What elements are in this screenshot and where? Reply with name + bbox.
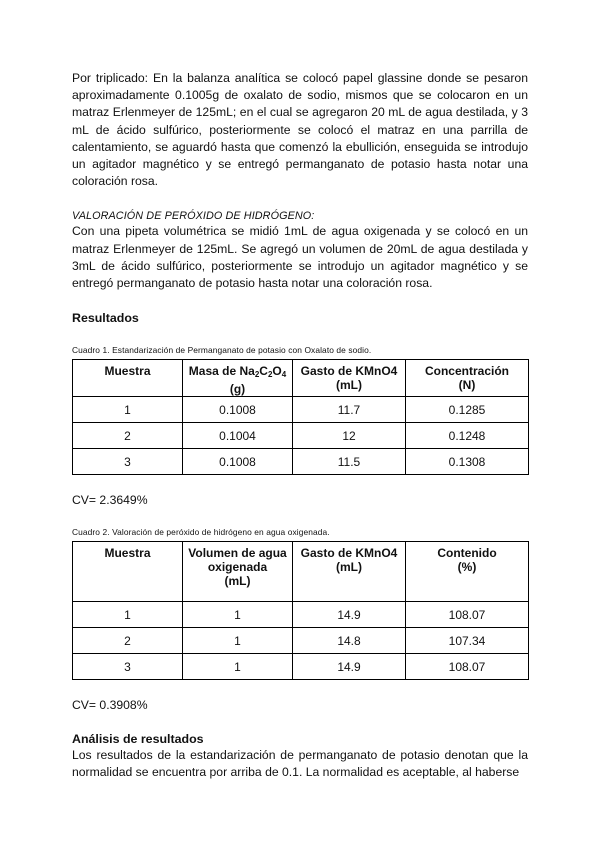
table2-header-row bbox=[73, 542, 529, 602]
table2-header-gasto: Gasto de KMnO4 (mL) bbox=[293, 542, 406, 602]
table1-header-gasto: Gasto de KMnO4 (mL) bbox=[293, 360, 406, 397]
table1-standardization bbox=[72, 359, 529, 475]
table1-cell-muestra: 1 bbox=[73, 397, 183, 423]
table2-peroxide bbox=[72, 541, 529, 680]
table2-caption: Cuadro 2. Valoración de peróxido de hidrógeno en agua oxigenada. bbox=[72, 527, 330, 538]
intro-paragraph: Por triplicado: En la balanza analítica se colocó papel glassine donde se pesaron aproximadamente 0.1005g de oxalato de sodio, mismos que se colocaron en un matraz Erlenmeyer de 125mL; en el cual se agregaron 20 mL de agua destilada, y 3 mL de ácido sulfúrico, posteriormente se colocó el matraz en una parrilla de calentamiento, se aguardó hasta que comenzó la ebullición, enseguida se introdujo un agitador magnético y se entregó permanganato de potasio hasta notar una coloración rosa. bbox=[72, 71, 528, 189]
table1-cell-masa: 0.1008 bbox=[183, 397, 293, 423]
table1-cv: CV= 2.3649% bbox=[72, 493, 148, 508]
table2-cell-contenido: 108.07 bbox=[406, 602, 529, 628]
table1-cell-concentracion: 0.1285 bbox=[406, 397, 529, 423]
table-row bbox=[73, 397, 529, 423]
table1-caption: Cuadro 1. Estandarización de Permanganato de potasio con Oxalato de sodio. bbox=[72, 345, 372, 356]
table2-cell-muestra: 2 bbox=[73, 628, 183, 654]
table1-header-concentracion: Concentración (N) bbox=[406, 360, 529, 397]
table1-header-row bbox=[73, 360, 529, 397]
table1-cell-gasto: 11.7 bbox=[293, 397, 406, 423]
table-row bbox=[73, 602, 529, 628]
table2-cell-contenido: 107.34 bbox=[406, 628, 529, 654]
table-row bbox=[73, 628, 529, 654]
table1-cell-masa: 0.1004 bbox=[183, 423, 293, 449]
table2-header-contenido: Contenido (%) bbox=[406, 542, 529, 602]
peroxide-section-paragraph: Con una pipeta volumétrica se midió 1mL de agua oxigenada y se colocó en un matraz Erlenmeyer de 125mL. Se agregó un volumen de 20mL de agua destilada y 3mL de ácido sulfúrico, posteriormente se introdujo un agitador magnético y se entregó permanganato de potasio hasta notar una coloración rosa. bbox=[72, 224, 528, 291]
table-row bbox=[73, 449, 529, 475]
table1-cell-gasto: 11.5 bbox=[293, 449, 406, 475]
table-row bbox=[73, 654, 529, 680]
table1-cell-muestra: 2 bbox=[73, 423, 183, 449]
table1-cell-concentracion: 0.1308 bbox=[406, 449, 529, 475]
table2-cell-volumen: 1 bbox=[183, 602, 293, 628]
document-page bbox=[72, 70, 528, 782]
table2-cell-gasto: 14.9 bbox=[293, 654, 406, 680]
table2-cell-muestra: 3 bbox=[73, 654, 183, 680]
table2-cv: CV= 0.3908% bbox=[72, 698, 148, 713]
table2-header-muestra: Muestra bbox=[73, 542, 183, 602]
peroxide-section-heading: VALORACIÓN DE PERÓXIDO DE HIDRÓGENO: bbox=[72, 210, 315, 223]
results-title: Resultados bbox=[72, 311, 139, 326]
table2-cell-contenido: 108.07 bbox=[406, 654, 529, 680]
table1-header-masa: Masa de $Na_2C_2O_4$ (g) bbox=[183, 360, 293, 397]
table2-cell-gasto: 14.8 bbox=[293, 628, 406, 654]
table2-cell-gasto: 14.9 bbox=[293, 602, 406, 628]
table1-cell-masa: 0.1008 bbox=[183, 449, 293, 475]
table2-header-volumen: Volumen de agua oxigenada (mL) bbox=[183, 542, 293, 602]
table-row bbox=[73, 423, 529, 449]
table1-cell-gasto: 12 bbox=[293, 423, 406, 449]
analysis-paragraph: Los resultados de la estandarización de permanganato de potasio denotan que la normalidad se encuentra por arriba de 0.1. La normalidad es aceptable, al haberse bbox=[72, 748, 528, 780]
table1-header-muestra: Muestra bbox=[73, 360, 183, 397]
table2-cell-volumen: 1 bbox=[183, 654, 293, 680]
table2-cell-muestra: 1 bbox=[73, 602, 183, 628]
analysis-title: Análisis de resultados bbox=[72, 732, 204, 747]
table1-cell-muestra: 3 bbox=[73, 449, 183, 475]
table2-cell-volumen: 1 bbox=[183, 628, 293, 654]
table1-cell-concentracion: 0.1248 bbox=[406, 423, 529, 449]
